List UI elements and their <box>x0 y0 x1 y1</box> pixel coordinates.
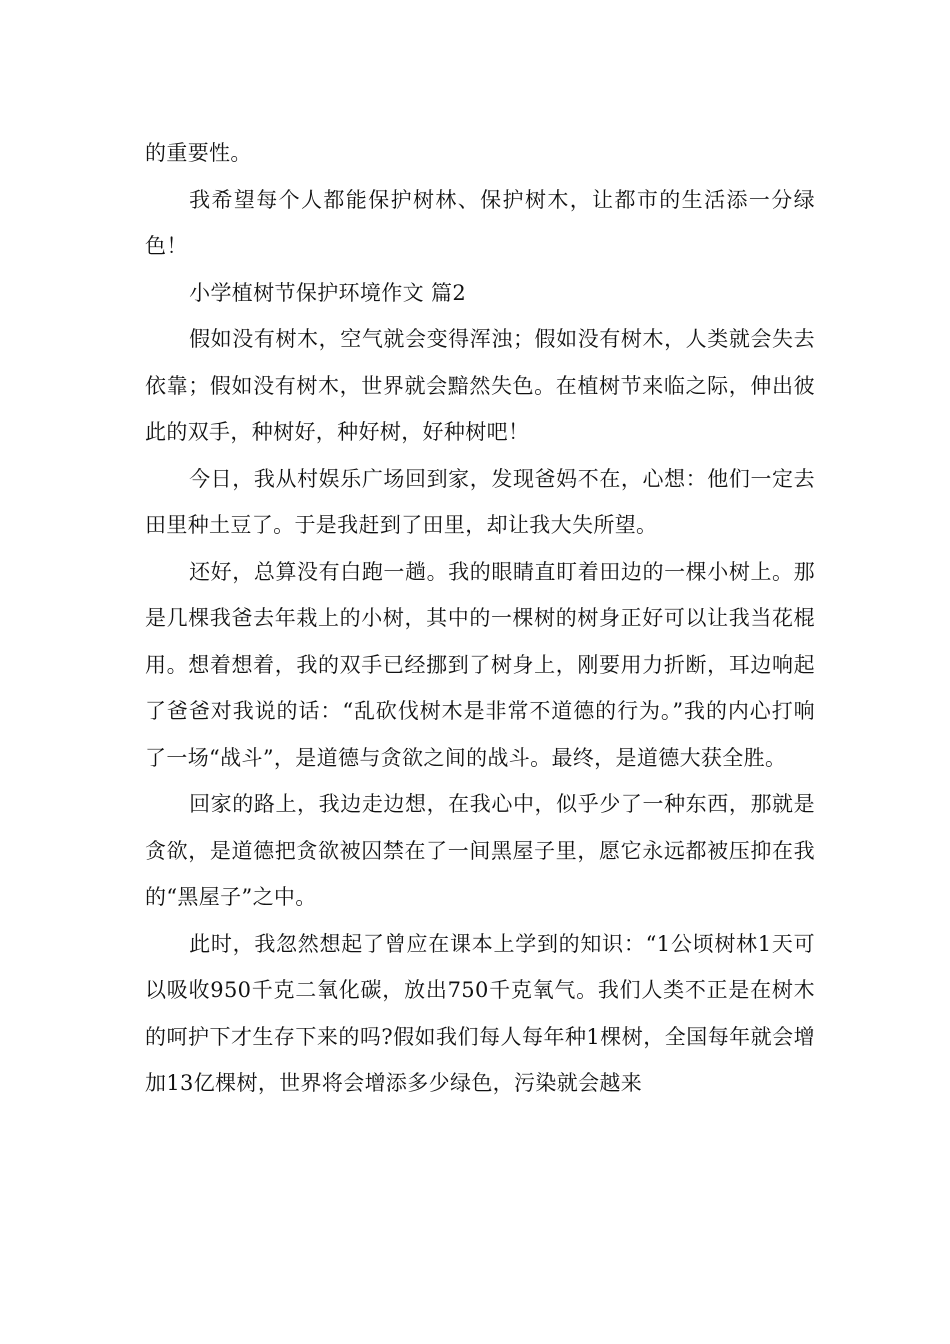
paragraph: 假如没有树木，空气就会变得浑浊；假如没有树木，人类就会失去依靠；假如没有树木，世界就会黯然失色。在植树节来临之际，伸出彼此的双手，种树好，种好树，好种树吧！ <box>145 327 815 444</box>
paragraph: 此时，我忽然想起了曾应在课本上学到的知识：“1公顷树林1天可以吸收950千克二氧化碳，放出750千克氧气。我们人类不正是在树木的呵护下才生存下来的吗?假如我们每人每年种1棵树，全国每年就会增加13亿棵树，世界将会增添多少绿色，污染就会越来 <box>145 931 815 1095</box>
section-heading: 小学植树节保护环境作文 篇2 <box>189 280 467 305</box>
paragraph: 我希望每个人都能保护树林、保护树木，让都市的生活添一分绿色！ <box>145 187 815 258</box>
paragraph: 今日，我从村娱乐广场回到家，发现爸妈不在，心想：他们一定去田里种土豆了。于是我赶到了田里，却让我大失所望。 <box>145 466 815 537</box>
paragraph: 还好，总算没有白跑一趟。我的眼睛直盯着田边的一棵小树上。那是几棵我爸去年栽上的小树，其中的一棵树的树身正好可以让我当花棍用。想着想着，我的双手已经挪到了树身上，刚要用力折断，耳边响起了爸爸对我说的话：“乱砍伐树木是非常不道德的行为。”我的内心打响了一场“战斗”，是道德与贪欲之间的战斗。最终，是道德大获全胜。 <box>145 559 815 770</box>
paragraph-continuation: 的重要性。 <box>145 141 252 165</box>
paragraph: 回家的路上，我边走边想，在我心中，似乎少了一种东西，那就是贪欲，是道德把贪欲被囚禁在了一间黑屋子里，愿它永远都被压抑在我的“黑屋子”之中。 <box>145 792 815 909</box>
document-body <box>145 130 815 1107</box>
